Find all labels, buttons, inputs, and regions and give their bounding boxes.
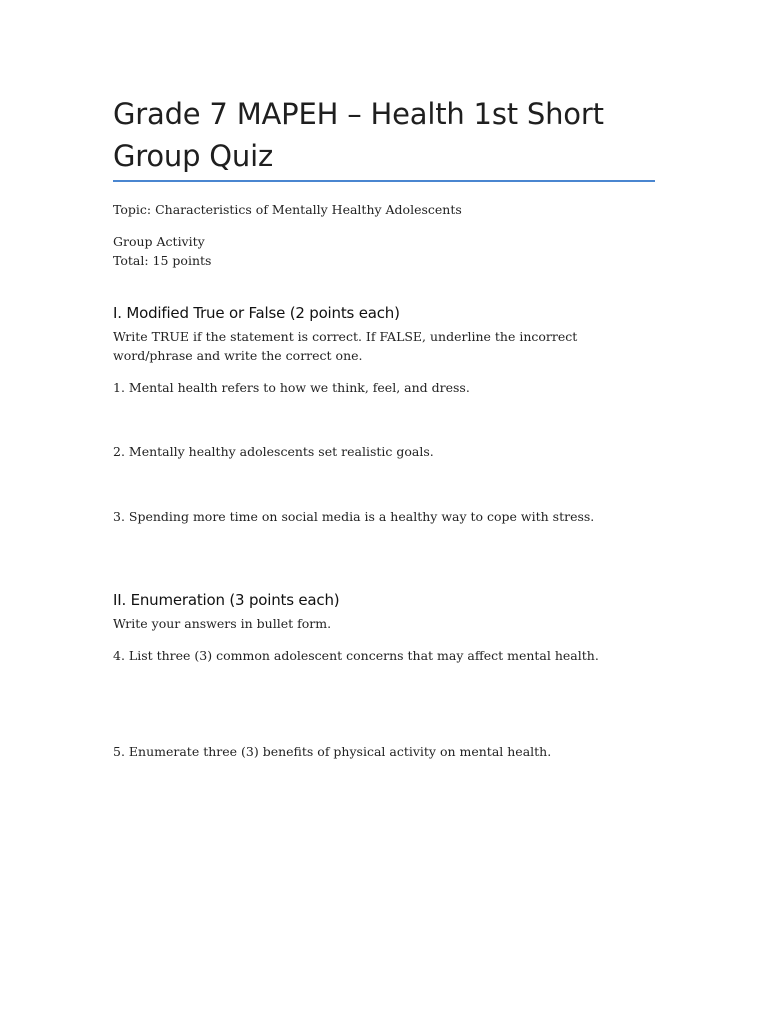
activity-type: Group Activity: [113, 234, 205, 249]
question-item-2: 2. Mentally healthy adolescents set realistic goals.: [113, 444, 434, 459]
question-item-4: 4. List three (3) common adolescent concerns that may affect mental health.: [113, 648, 599, 663]
section-instructions-enumeration: Write your answers in bullet form.: [113, 616, 332, 631]
section-heading-true-false: I. Modified True or False (2 points each): [113, 304, 400, 322]
quiz-topic: Topic: Characteristics of Mentally Healthy Adolescents: [113, 202, 462, 217]
section-instructions-true-false: Write TRUE if the statement is correct. If FALSE, underline the incorrect word/phrase and write the correct one.: [113, 329, 578, 363]
question-item-5: 5. Enumerate three (3) benefits of physical activity on mental health.: [113, 744, 552, 759]
total-points: Total: 15 points: [113, 253, 212, 268]
question-item-1: 1. Mental health refers to how we think, feel, and dress.: [113, 380, 470, 395]
question-item-3: 3. Spending more time on social media is a healthy way to cope with stress.: [113, 509, 595, 524]
document-title: Grade 7 MAPEH – Health 1st Short Group Quiz: [113, 97, 604, 173]
section-heading-enumeration: II. Enumeration (3 points each): [113, 591, 340, 609]
title-divider: [113, 180, 655, 182]
